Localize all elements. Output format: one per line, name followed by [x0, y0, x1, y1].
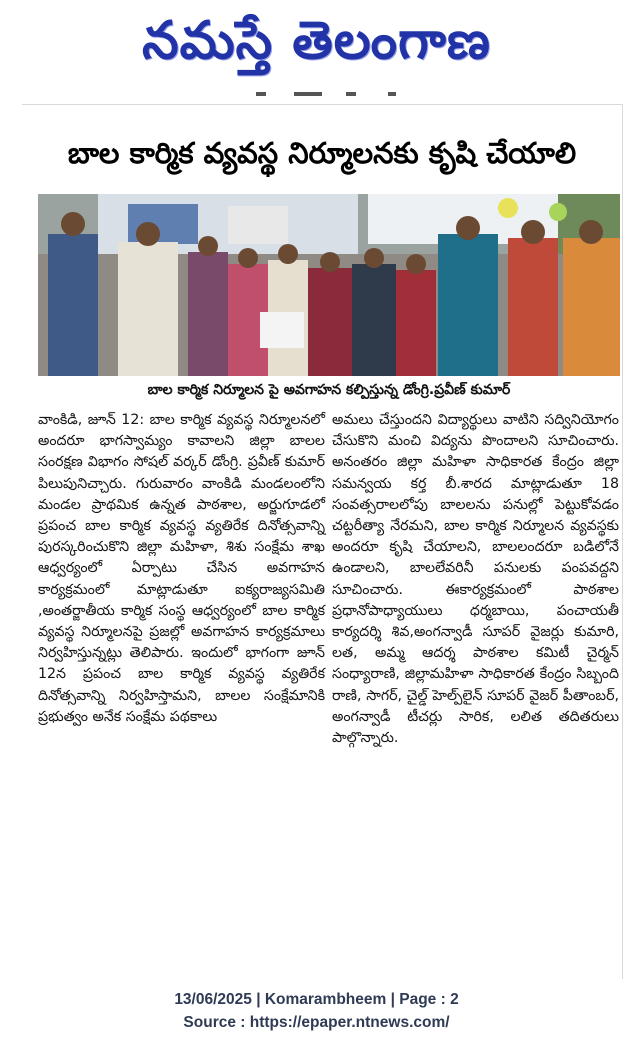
photo-caption: బాల కార్మిక నిర్మూలన పై అవగాహన కల్పిస్తున్న డోంగ్రి.ప్రవీణ్ కుమార్ — [147, 382, 511, 398]
footer-source: Source : https://epaper.ntnews.com/ — [183, 1014, 450, 1031]
article-photo-illustration — [38, 194, 620, 376]
footer — [0, 988, 633, 1034]
masthead-ornament — [250, 92, 410, 100]
article-column-right: అమలు చేస్తుందని విద్యార్థులు వాటిని సద్వినియోగం చేసుకొని మంచి విద్యను పొందాలని సూచించారు. అనంతరం జిల్లా మహిళా సాధికారత కేంద్రం జిల్లా సమన్వయ కర్త బీ.శారద మాట్లాడుతూ 18 సంవత్సరాలలోపు బాలలను పనుల్లో పెట్టుకోవడం చట్టరీత్యా నేరమని, బాల కార్మిక నిర్మూలన వ్యవస్థకు అందరూ కృషి చేయాలని, బాలలందరూ బడిలోనే ఉండాలని, బాలలేవరినీ పనులకు పంపవద్దని సూచించారు. ఈకార్యక్రమంలో పాఠశాల ప్రధానోపాధ్యాయులు ధర్మబాయి, పంచాయతీ కార్యదర్శి శివ,అంగన్వాడీ సూపర్ వైజర్లు కుమారి, లత, అమ్మ ఆదర్శ పాఠశాల కమిటీ చైర్మన్ సంధ్యారాణి, జిల్లామహిళా సాధికారత కేంద్రం సిబ్బంది రాణి, సాగర్, చైల్డ్ హెల్ప్‌లైన్ సూపర్ వైజర్ పీతాంబర్, అంగన్వాడీ టీచర్లు సారిక, లలిత తదితరులు పాల్గొన్నారు. — [332, 412, 619, 747]
article-photo — [38, 194, 620, 376]
masthead-title: నమస్తే తెలంగాణ — [142, 11, 491, 71]
masthead — [0, 6, 633, 76]
article-column-left: వాంకిడి, జూన్ 12: బాల కార్మిక వ్యవస్థ నిర్మూలనలో అందరూ భాగస్వామ్యం కావాలని జిల్లా బాలల సంరక్షణ విభాగం సోషల్ వర్కర్ డోంగ్రి. ప్రవీణ్ కుమార్ పిలుపునిచ్చారు. గురువారం వాంకిడి మండలంలోని మండల ప్రాథమిక ఉన్నత పాఠశాల, అర్జుగూడలో ప్రపంచ బాల కార్మిక వ్యవస్థ వ్యతిరేక దినోత్సవాన్ని పురస్కరించుకొని జిల్లా మహిళా, శిశు సంక్షేమ శాఖ ఆధ్వర్యంలో ఏర్పాటు చేసిన అవగాహన కార్యక్రమంలో మాట్లాడుతూ ఐక్యరాజ్యసమితి ,అంతర్జాతీయ కార్మిక సంస్థ ఆధ్వర్యంలో బాల కార్మిక వ్యవస్థ నిర్మూలనపై ప్రజల్లో అవగాహన కార్యక్రమాలు నిర్వహిస్తున్నట్లు తెలిపారు. ఇందులో భాగంగా జూన్ 12న ప్రపంచ బాల కార్మిక వ్యవస్థ వ్యతిరేక దినోత్సవాన్ని నిర్వహిస్తామని, బాలల సంక్షేమానికి ప్రభుత్వం అనేక సంక్షేమ పథకాలు — [38, 412, 325, 725]
right-border — [622, 104, 623, 979]
top-divider — [22, 104, 622, 105]
article-headline: బాల కార్మిక వ్యవస్థ నిర్మూలనకు కృషి చేయాలి — [67, 136, 577, 170]
footer-dateline: 13/06/2025 | Komarambheem | Page : 2 — [174, 991, 459, 1008]
